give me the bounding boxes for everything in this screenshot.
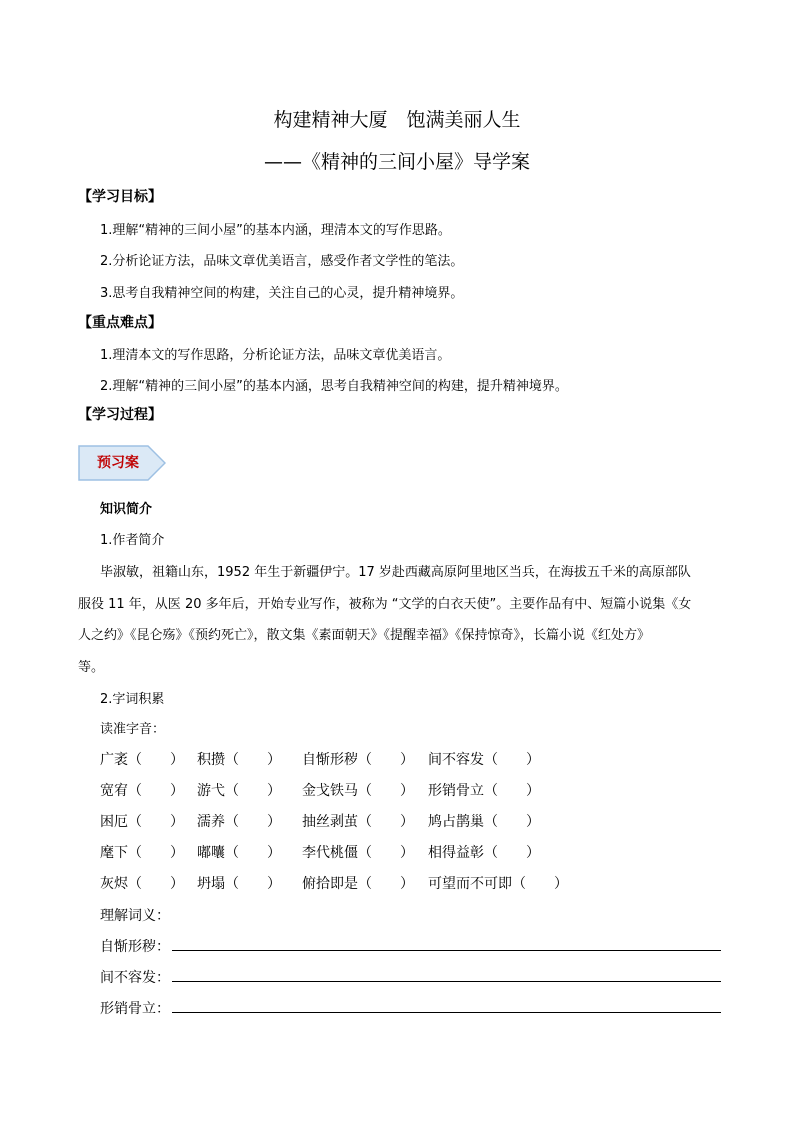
vocab-word: 嘟囔（ ）	[197, 845, 281, 861]
author-paragraph-line: 等。	[78, 660, 105, 675]
vocab-word: 广袤（ ）	[100, 752, 184, 768]
vocab-word: 金戈铁马（ ）	[302, 783, 414, 799]
answer-line[interactable]	[172, 981, 721, 982]
preview-badge	[78, 445, 166, 481]
objectives-heading: 【学习目标】	[78, 189, 162, 205]
author-paragraph-line: 服役 11 年，从医 20 多年后，开始专业写作，被称为 “文学的白衣天使”。主要作品有中、短篇小说集《女	[78, 597, 692, 612]
author-heading: 1.作者简介	[100, 533, 165, 548]
vocab-word: 宽宥（ ）	[100, 783, 184, 799]
key-point-item: 1.理清本文的写作思路，分析论证方法，品味文章优美语言。	[100, 348, 451, 363]
page-subtitle: ——《精神的三间小屋》导学案	[263, 151, 530, 173]
vocab-word: 李代桃僵（ ）	[302, 845, 414, 861]
vocab-word: 间不容发（ ）	[428, 752, 540, 768]
page-title: 构建精神大厦 饱满美丽人生	[273, 109, 521, 131]
vocab-word: 积攒（ ）	[197, 752, 281, 768]
meaning-term: 间不容发：	[100, 970, 170, 986]
key-points-heading: 【重点难点】	[78, 315, 162, 331]
key-point-item: 2.理解“精神的三间小屋”的基本内涵，思考自我精神空间的构建，提升精神境界。	[100, 379, 568, 394]
pronounce-label: 读准字音：	[100, 722, 166, 737]
vocab-word: 濡养（ ）	[197, 814, 281, 830]
vocab-word: 灰烬（ ）	[100, 876, 184, 892]
objective-item: 1.理解“精神的三间小屋”的基本内涵，理清本文的写作思路。	[100, 223, 451, 238]
vocab-word: 坍塌（ ）	[197, 876, 281, 892]
badge-label: 预习案	[97, 455, 139, 471]
author-paragraph-line: 毕淑敏，祖籍山东，1952 年生于新疆伊宁。17 岁赴西藏高原阿里地区当兵，在海拔五千米的高原部队	[100, 565, 691, 580]
knowledge-heading: 知识简介	[100, 502, 153, 517]
vocab-word: 形销骨立（ ）	[428, 783, 540, 799]
process-heading: 【学习过程】	[78, 407, 162, 423]
vocab-word: 可望而不可即（ ）	[428, 876, 568, 892]
author-paragraph-line: 人之约》《昆仑殇》《预约死亡》，散文集《素面朝天》《提醒幸福》《保持惊奇》，长篇小说《红处方》	[78, 628, 651, 643]
vocab-word: 游弋（ ）	[197, 783, 281, 799]
objective-item: 2.分析论证方法，品味文章优美语言，感受作者文学性的笔法。	[100, 254, 464, 269]
objective-item: 3.思考自我精神空间的构建，关注自己的心灵，提升精神境界。	[100, 286, 464, 301]
answer-line[interactable]	[172, 1012, 721, 1013]
words-heading: 2.字词积累	[100, 692, 165, 707]
vocab-word: 困厄（ ）	[100, 814, 184, 830]
meaning-term: 自惭形秽：	[100, 939, 170, 955]
meaning-term: 形销骨立：	[100, 1001, 170, 1017]
answer-line[interactable]	[172, 950, 721, 951]
vocab-word: 抽丝剥茧（ ）	[302, 814, 414, 830]
vocab-word: 俯拾即是（ ）	[302, 876, 414, 892]
vocab-word: 鸠占鹊巢（ ）	[428, 814, 540, 830]
meaning-label: 理解词义：	[100, 908, 170, 924]
vocab-word: 相得益彰（ ）	[428, 845, 540, 861]
vocab-word: 自惭形秽（ ）	[302, 752, 414, 768]
vocab-word: 麾下（ ）	[100, 845, 184, 861]
